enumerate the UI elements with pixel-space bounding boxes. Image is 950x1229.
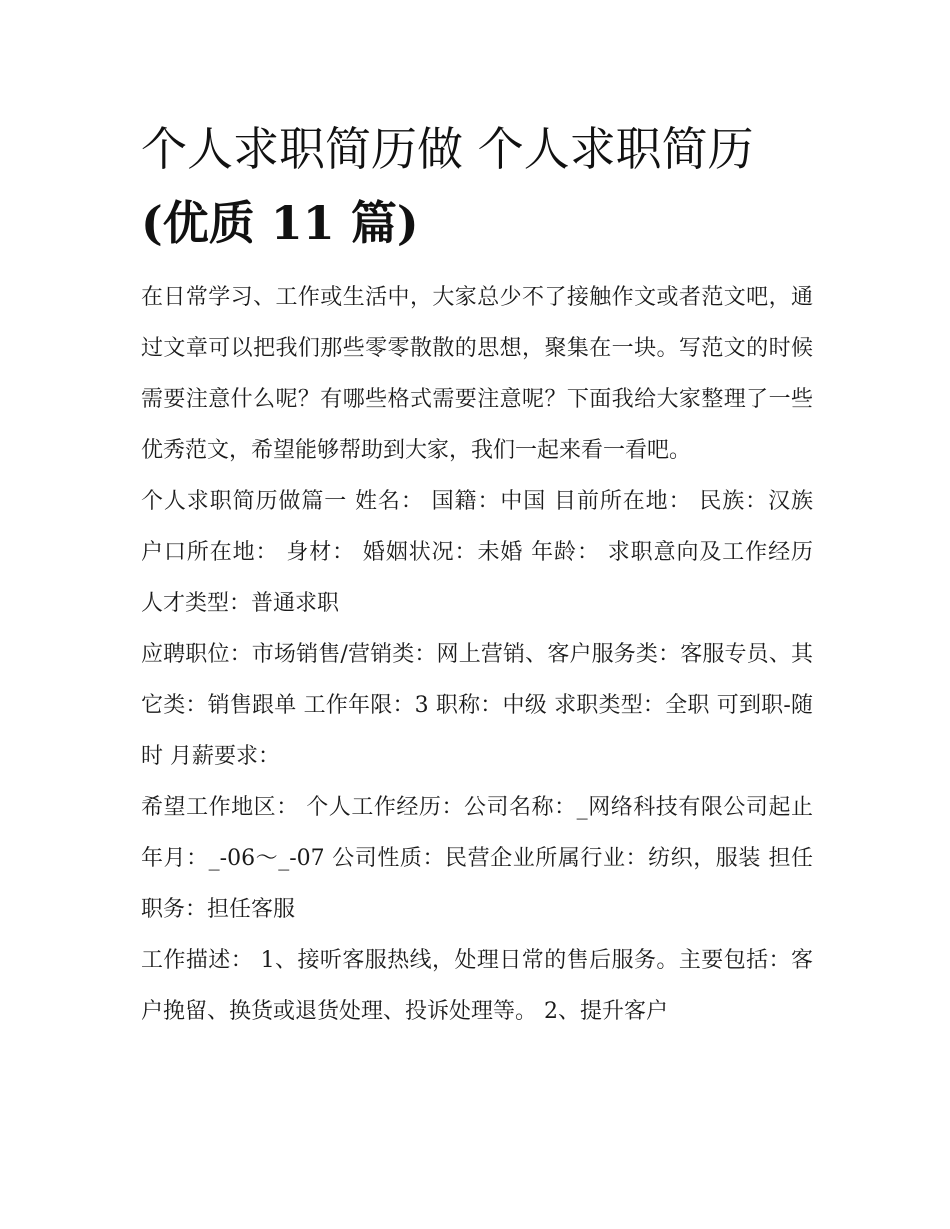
resume-job-description-paragraph: 工作描述： 1、接听客服热线，处理日常的售后服务。主要包括：客户挽留、换货或退货处理、投诉处理等。 2、提升客户 [141,948,813,1024]
intro-paragraph: 在日常学习、工作或生活中，大家总少不了接触作文或者范文吧，通过文章可以把我们那些零零散散的思想，聚集在一块。写范文的时候需要注意什么呢？有哪些格式需要注意呢？下面我给大家整理了一些优秀范文，希望能够帮助到大家，我们一起来看一看吧。 [141,285,813,463]
title-line-2-number: 11 [270,196,335,250]
resume-work-history-paragraph: 希望工作地区： 个人工作经历：公司名称：_网络科技有限公司起止年月：_-06～_-07 公司性质：民营企业所属行业：纺织，服装 担任职务：担任客服 [141,795,813,922]
resume-job-intent-paragraph: 应聘职位：市场销售/营销类：网上营销、客户服务类：客服专员、其它类：销售跟单 工作年限：3 职称：中级 求职类型：全职 可到职-随时 月薪要求： [141,642,813,769]
title-line-1: 个人求职简历做 个人求职简历 [141,122,754,176]
resume-personal-info-paragraph: 个人求职简历做篇一 姓名： 国籍：中国 目前所在地： 民族：汉族 户口所在地： 身材： 婚姻状况：未婚 年龄： 求职意向及工作经历 人才类型：普通求职 [141,489,813,616]
document-title [141,112,813,260]
title-line-2-close: 篇) [350,196,419,250]
document-page [141,112,813,1037]
title-line-2-open: (优质 [141,196,255,250]
